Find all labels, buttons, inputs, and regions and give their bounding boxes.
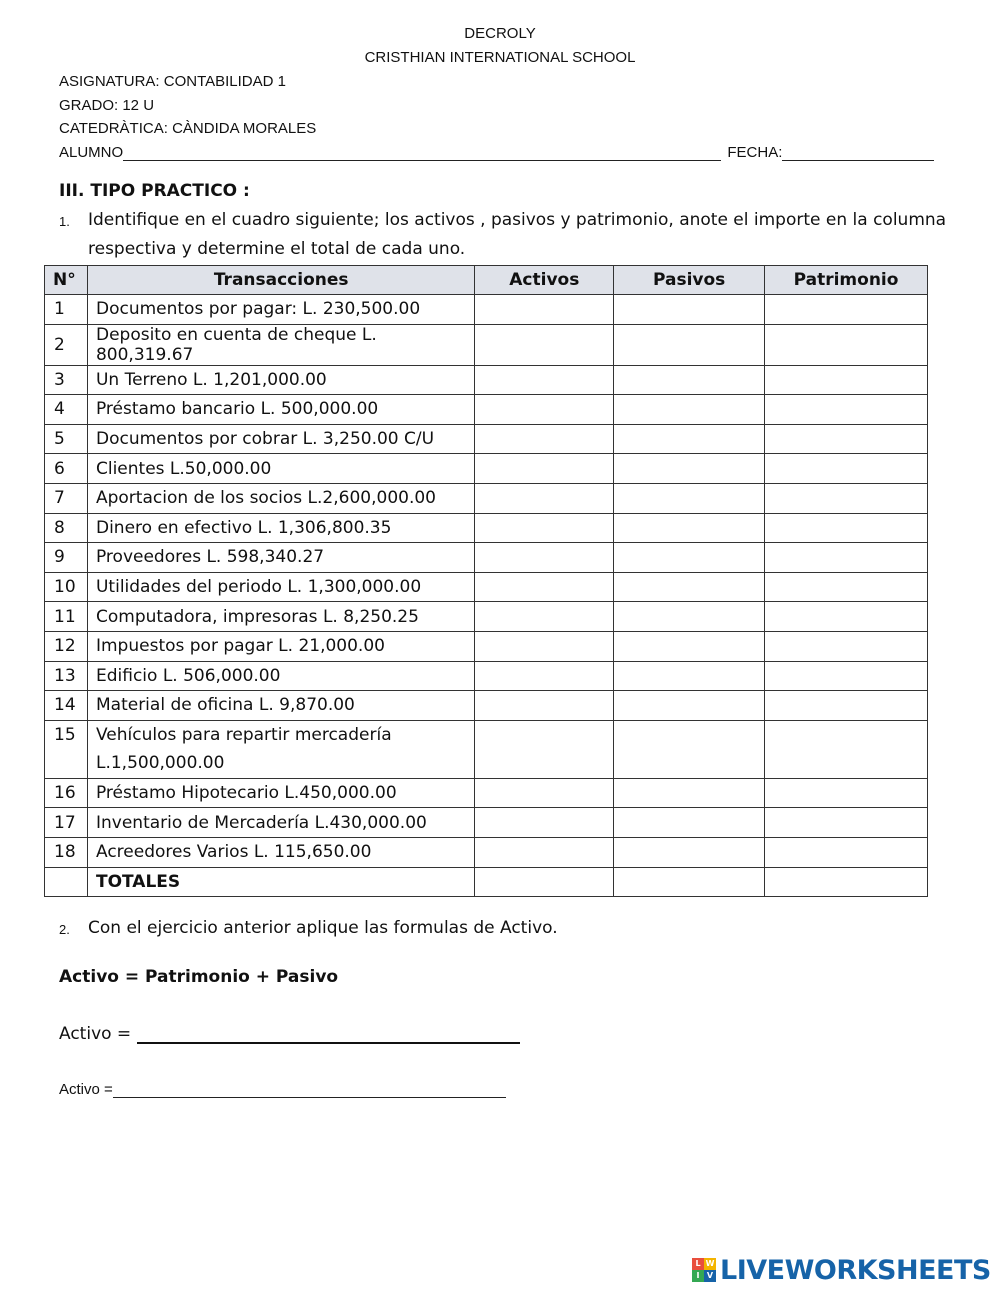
patrimonio-input-cell[interactable] [765,454,928,484]
row-number: 3 [45,365,88,395]
transaction-text: Acreedores Varios L. 115,650.00 [95,842,372,863]
table-row [45,395,928,425]
pasivos-input-cell[interactable] [614,454,765,484]
pasivos-input-cell[interactable] [614,661,765,691]
transaction-cell [87,543,474,573]
activos-input-cell[interactable] [475,808,614,838]
activos-input-cell[interactable] [475,395,614,425]
row-number: 5 [45,424,88,454]
row-number: 18 [45,837,88,867]
row-number: 2 [45,324,88,365]
school-name: DECROLY [464,25,536,42]
activos-input-cell[interactable] [475,778,614,808]
totals-number-cell [45,867,88,897]
header-number: N° [45,266,88,295]
transaction-text: Vehículos para repartir mercadería [95,724,392,745]
liveworksheets-logo [692,1255,991,1285]
patrimonio-input-cell[interactable] [765,602,928,632]
row-number: 12 [45,631,88,661]
transaction-text: Clientes L.50,000.00 [95,458,272,479]
activos-input-cell[interactable] [475,365,614,395]
table-row [45,483,928,513]
patrimonio-input-cell[interactable] [765,837,928,867]
question1-line1: Identifique en el cuadro siguiente; los activos , pasivos y patrimonio, anote el importe en la columna [88,210,947,230]
patrimonio-input-cell[interactable] [765,631,928,661]
activo-answer-blank-1[interactable] [137,1027,520,1044]
transaction-text: Aportacion de los socios L.2,600,000.00 [95,488,436,509]
table-row [45,631,928,661]
patrimonio-input-cell[interactable] [765,324,928,365]
transaction-cell [87,424,474,454]
school-full-name: CRISTHIAN INTERNATIONAL SCHOOL [364,49,636,66]
header-pasivos: Pasivos [614,266,765,295]
row-number: 9 [45,543,88,573]
row-number: 14 [45,691,88,721]
header-patrimonio: Patrimonio [765,266,928,295]
activos-input-cell[interactable] [475,602,614,632]
transaction-text: Documentos por pagar: L. 230,500.00 [95,299,421,320]
patrimonio-input-cell[interactable] [765,424,928,454]
liveworksheets-logo-icon: L W I V [692,1258,716,1282]
pasivos-input-cell[interactable] [614,324,765,365]
transaction-cell [87,395,474,425]
teacher-line: CATEDRÀTICA: CÀNDIDA MORALES [59,120,317,137]
transaction-cell [87,365,474,395]
activos-input-cell[interactable] [475,454,614,484]
table-row [45,778,928,808]
transaction-cell [87,778,474,808]
row-number: 15 [45,720,88,778]
pasivos-input-cell[interactable] [614,720,765,778]
activo-label-1: Activo = [59,1024,137,1044]
pasivos-input-cell[interactable] [614,424,765,454]
total-patrimonio-cell[interactable] [765,867,928,897]
table-row [45,602,928,632]
transaction-text: Edificio L. 506,000.00 [95,665,281,686]
pasivos-input-cell[interactable] [614,837,765,867]
patrimonio-input-cell[interactable] [765,572,928,602]
row-number: 11 [45,602,88,632]
total-pasivos-cell[interactable] [614,867,765,897]
question2-text: Con el ejercicio anterior aplique las formulas de Activo. [88,918,558,938]
transaction-cell [87,720,474,778]
table-row [45,572,928,602]
row-number: 1 [45,295,88,325]
liveworksheets-logo-text: LIVEWORKSHEETS [720,1254,991,1286]
row-number: 4 [45,395,88,425]
patrimonio-input-cell[interactable] [765,365,928,395]
activo-answer-row-1 [59,1024,520,1044]
date-blank[interactable] [782,145,934,161]
transactions-table [44,265,928,897]
activos-input-cell[interactable] [475,543,614,573]
row-number: 10 [45,572,88,602]
activos-input-cell[interactable] [475,324,614,365]
transaction-cell [87,483,474,513]
table-row [45,720,928,778]
student-label: ALUMNO [59,144,124,161]
table-row [45,295,928,325]
patrimonio-input-cell[interactable] [765,295,928,325]
row-number: 8 [45,513,88,543]
table-row [45,808,928,838]
patrimonio-input-cell[interactable] [765,543,928,573]
totals-row [45,867,928,897]
subject-line: ASIGNATURA: CONTABILIDAD 1 [59,73,286,90]
pasivos-input-cell[interactable] [614,395,765,425]
transaction-text: Préstamo bancario L. 500,000.00 [95,399,379,420]
activo-label-2: Activo = [59,1081,113,1098]
student-row [59,144,934,161]
row-number: 13 [45,661,88,691]
patrimonio-input-cell[interactable] [765,691,928,721]
patrimonio-input-cell[interactable] [765,720,928,778]
table-header-row [45,266,928,295]
transaction-cell [87,295,474,325]
transaction-text: Un Terreno L. 1,201,000.00 [95,369,327,390]
pasivos-input-cell[interactable] [614,483,765,513]
activos-input-cell[interactable] [475,572,614,602]
pasivos-input-cell[interactable] [614,691,765,721]
transaction-text: Préstamo Hipotecario L.450,000.00 [95,783,397,804]
transaction-text: Impuestos por pagar L. 21,000.00 [95,636,385,657]
grade-line: GRADO: 12 U [59,97,155,114]
transaction-cell [87,808,474,838]
transaction-text-continued: L.1,500,000.00 [95,752,225,773]
transaction-text: Computadora, impresoras L. 8,250.25 [95,606,419,627]
transaction-text: Dinero en efectivo L. 1,306,800.35 [95,517,392,538]
total-activos-cell[interactable] [475,867,614,897]
table-row [45,365,928,395]
transaction-cell [87,691,474,721]
activo-answer-row-2 [59,1081,506,1098]
pasivos-input-cell[interactable] [614,295,765,325]
activos-input-cell[interactable] [475,513,614,543]
table-row [45,454,928,484]
transaction-text: Utilidades del periodo L. 1,300,000.00 [95,577,422,598]
activos-input-cell[interactable] [475,483,614,513]
activos-input-cell[interactable] [475,295,614,325]
pasivos-input-cell[interactable] [614,631,765,661]
transaction-text: Deposito en cuenta de cheque L. 800,319.67 [95,324,377,365]
activos-input-cell[interactable] [475,691,614,721]
row-number: 7 [45,483,88,513]
pasivos-input-cell[interactable] [614,513,765,543]
student-name-blank[interactable] [123,145,721,161]
patrimonio-input-cell[interactable] [765,778,928,808]
question1-line2: respectiva y determine el total de cada uno. [88,239,466,259]
patrimonio-input-cell[interactable] [765,395,928,425]
activos-input-cell[interactable] [475,720,614,778]
transaction-cell [87,454,474,484]
patrimonio-input-cell[interactable] [765,661,928,691]
header-transacciones: Transacciones [87,266,474,295]
transaction-text: Inventario de Mercadería L.430,000.00 [95,812,427,833]
transaction-text: Material de oficina L. 9,870.00 [95,695,355,716]
pasivos-input-cell[interactable] [614,808,765,838]
row-number: 6 [45,454,88,484]
activos-input-cell[interactable] [475,424,614,454]
transaction-cell [87,324,474,365]
activos-input-cell[interactable] [475,661,614,691]
patrimonio-input-cell[interactable] [765,808,928,838]
question1-number: 1. [59,214,70,229]
table-row [45,424,928,454]
row-number: 16 [45,778,88,808]
table-row [45,661,928,691]
table-row [45,513,928,543]
transaction-cell [87,631,474,661]
transaction-cell [87,661,474,691]
date-label: FECHA: [727,144,783,161]
question2-number: 2. [59,922,70,937]
patrimonio-input-cell[interactable] [765,483,928,513]
pasivos-input-cell[interactable] [614,602,765,632]
activos-input-cell[interactable] [475,837,614,867]
table-row [45,837,928,867]
pasivos-input-cell[interactable] [614,778,765,808]
pasivos-input-cell[interactable] [614,543,765,573]
activos-input-cell[interactable] [475,631,614,661]
pasivos-input-cell[interactable] [614,365,765,395]
table-row [45,691,928,721]
transaction-cell [87,602,474,632]
patrimonio-input-cell[interactable] [765,513,928,543]
table-row [45,324,928,365]
pasivos-input-cell[interactable] [614,572,765,602]
activo-answer-blank-2[interactable] [113,1082,506,1098]
transaction-text: Proveedores L. 598,340.27 [95,547,325,568]
totals-label: TOTALES [87,867,474,897]
transaction-cell [87,837,474,867]
table-row [45,543,928,573]
section-title: III. TIPO PRACTICO : [59,181,250,201]
transaction-cell [87,572,474,602]
row-number: 17 [45,808,88,838]
activo-formula: Activo = Patrimonio + Pasivo [59,967,339,987]
transaction-cell [87,513,474,543]
transaction-text: Documentos por cobrar L. 3,250.00 C/U [95,429,435,450]
header-activos: Activos [475,266,614,295]
